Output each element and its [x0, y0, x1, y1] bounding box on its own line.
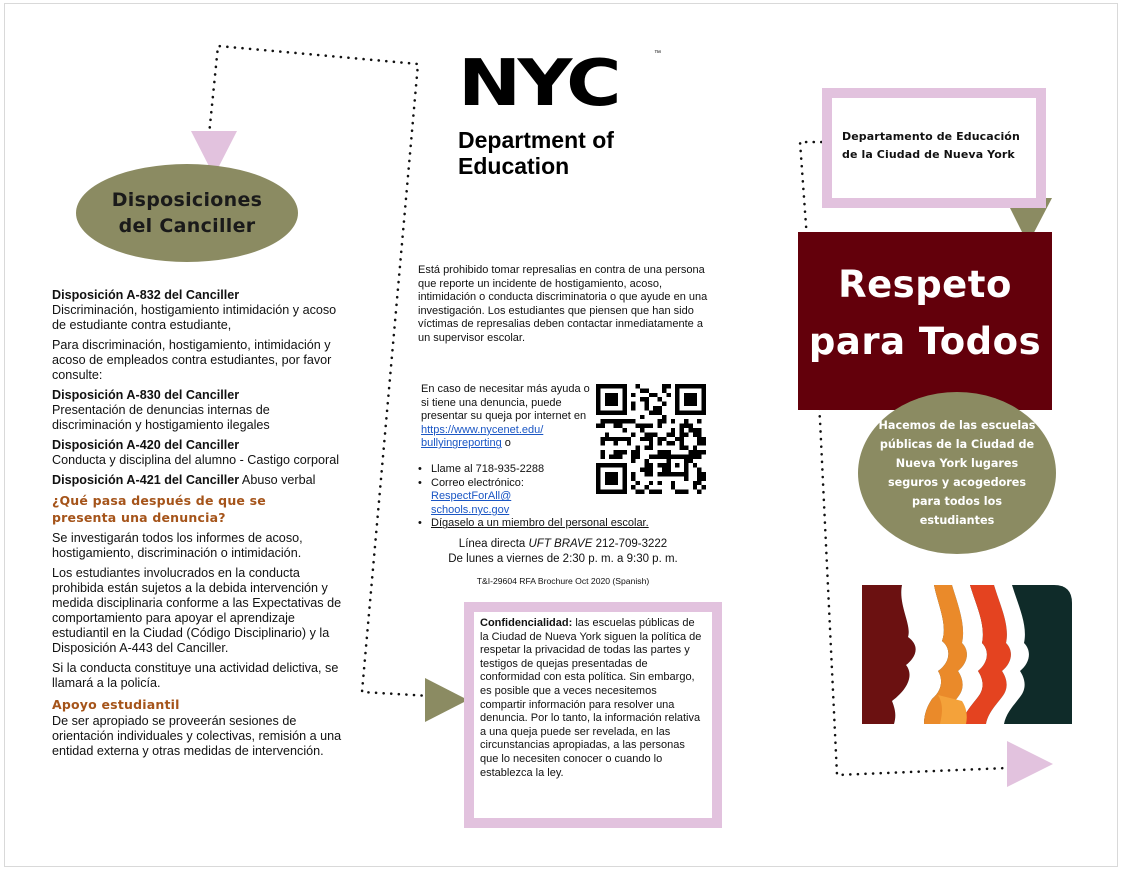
diverse-profiles-illustration — [862, 585, 1072, 724]
hotline-line: Línea directa UFT BRAVE 212-709-3222 — [458, 538, 668, 550]
staff-note: Para discriminación, hostigamiento, intimidación y acoso de empleados contra estudiantes, por favor consulte: — [52, 338, 332, 382]
qr-code — [596, 384, 706, 494]
mission-text: Hacemos de las escuelas públicas de la Ciudad de Nueva York lugares seguros y acogedores para todos los estudiantes — [878, 419, 1036, 527]
contact-email: • Correo electrónico: RespectForAll@ schools.nyc.gov — [418, 477, 678, 518]
after-complaint-p2: Los estudiantes involucrados en la conducta prohibida están sujetos a la debida intervención y medida disciplinaria conforme a las Expectativas de comportamiento para apoyar el aprendizaje estudiantil en la Ciudad (Código Disciplinario) y la Disposición A-443 del Canciller. — [52, 566, 342, 655]
nyc-doe-logo — [458, 47, 668, 180]
help-intro: En caso de necesitar más ayuda o si tiene una denuncia, puede presentar su queja por internet en https://www.nycenet.edu/ bullyingreporting o — [421, 383, 590, 450]
contact-call: • Llame al 718-935-2288 — [418, 463, 545, 475]
student-support-text: De ser apropiado se proveerán sesiones de orientación individuales y colectivas, remisión a una entidad externa y otras medidas de intervención. — [52, 714, 342, 758]
regulation-a420-desc: Conducta y disciplina del alumno - Castigo corporal — [52, 453, 340, 467]
regulation-a420 — [52, 438, 344, 468]
regulation-a832-title: Disposición A-832 del Canciller — [52, 288, 240, 302]
regulation-a421-title: Disposición A-421 del Canciller — [52, 473, 240, 487]
brochure-code: T&I-29604 RFA Brochure Oct 2020 (Spanish) — [476, 576, 650, 586]
hotline-hours: De lunes a viernes de 2:30 p. m. a 9:30 p. m. — [448, 552, 678, 565]
department-name-line2: de la Ciudad de Nueva York — [842, 148, 1015, 161]
regulation-a830-desc: Presentación de denuncias internas de discriminación y hostigamiento ilegales — [52, 403, 270, 432]
confidentiality-text: Confidencialidad: las escuelas públicas de la Ciudad de Nueva York siguen la política de respetar la privacidad de todas las partes y testigos de quejas presentadas de conformidad con esta política. Sin embargo, es posible que a veces necesitemos compartir información para resolver una denuncia. Por lo tanto, la información relativa a una queja puede ser revelada, en las circunstancias apropiadas, a las personas que lo necesiten conocer o cuando lo establezca la ley. — [480, 617, 702, 779]
department-name-box — [822, 88, 1046, 208]
nyc-logo-tm: ™ — [654, 50, 661, 57]
after-complaint-heading: ¿Qué pasa después de que se presenta una denuncia? — [52, 493, 266, 525]
after-complaint-p3: Si la conducta constituye una actividad delictiva, se llamará a la policía. — [52, 661, 339, 690]
badge-title-line2: del Canciller — [118, 215, 256, 237]
contact-tell-staff: • Dígaselo a un miembro del personal escolar. — [418, 517, 649, 530]
regulation-a832 — [52, 288, 344, 333]
left-column — [52, 288, 344, 764]
confidentiality-box — [464, 602, 722, 828]
regulation-a830-title: Disposición A-830 del Canciller — [52, 388, 240, 402]
nyc-logo-text: NYC — [458, 47, 619, 121]
email-link[interactable]: RespectForAll@ schools.nyc.gov — [431, 490, 512, 516]
chancellor-regulations-badge — [76, 164, 298, 262]
department-name-text — [832, 98, 1036, 164]
mission-badge — [858, 392, 1056, 554]
title-line1: Respeto — [838, 263, 1012, 306]
regulation-a421 — [52, 473, 344, 488]
bullying-report-link[interactable]: https://www.nycenet.edu/ bullyingreporting — [421, 423, 544, 450]
regulation-a832-desc: Discriminación, hostigamiento intimidación y acoso de estudiante contra estudiante, — [52, 303, 337, 332]
department-name-line1: Departamento de Educación — [842, 130, 1020, 143]
regulation-a830 — [52, 388, 344, 433]
badge-title-line1: Disposiciones — [111, 189, 263, 211]
confidentiality-label: Confidencialidad: — [480, 617, 573, 629]
after-complaint-p1: Se investigarán todos los informes de acoso, hostigamiento, discriminación o intimidación. — [52, 531, 303, 560]
middle-arrow-head — [425, 678, 468, 722]
respect-for-all-title — [798, 232, 1052, 410]
retaliation-notice: Está prohibido tomar represalias en contra de una persona que reporte un incidente de hostigamiento, acoso, intimidación o conducta discriminatoria o que ayude en una investigación. Los estudiantes que piensen que han sido víctimas de represalias deben contactar inmediatamente a un supervisor escolar. — [418, 264, 708, 344]
hotline — [418, 537, 708, 566]
help-section — [418, 383, 594, 451]
regulation-a421-desc: Abuso verbal — [241, 473, 316, 487]
hotline-name: UFT BRAVE — [528, 538, 593, 550]
dept-name-line2: Education — [458, 153, 570, 179]
title-line2: para Todos — [808, 320, 1042, 363]
regulation-a420-title: Disposición A-420 del Canciller — [52, 438, 240, 452]
student-support-heading: Apoyo estudiantil — [52, 697, 180, 712]
bottom-right-arrow-head — [1007, 741, 1053, 787]
dept-name-line1: Department of — [458, 127, 614, 153]
